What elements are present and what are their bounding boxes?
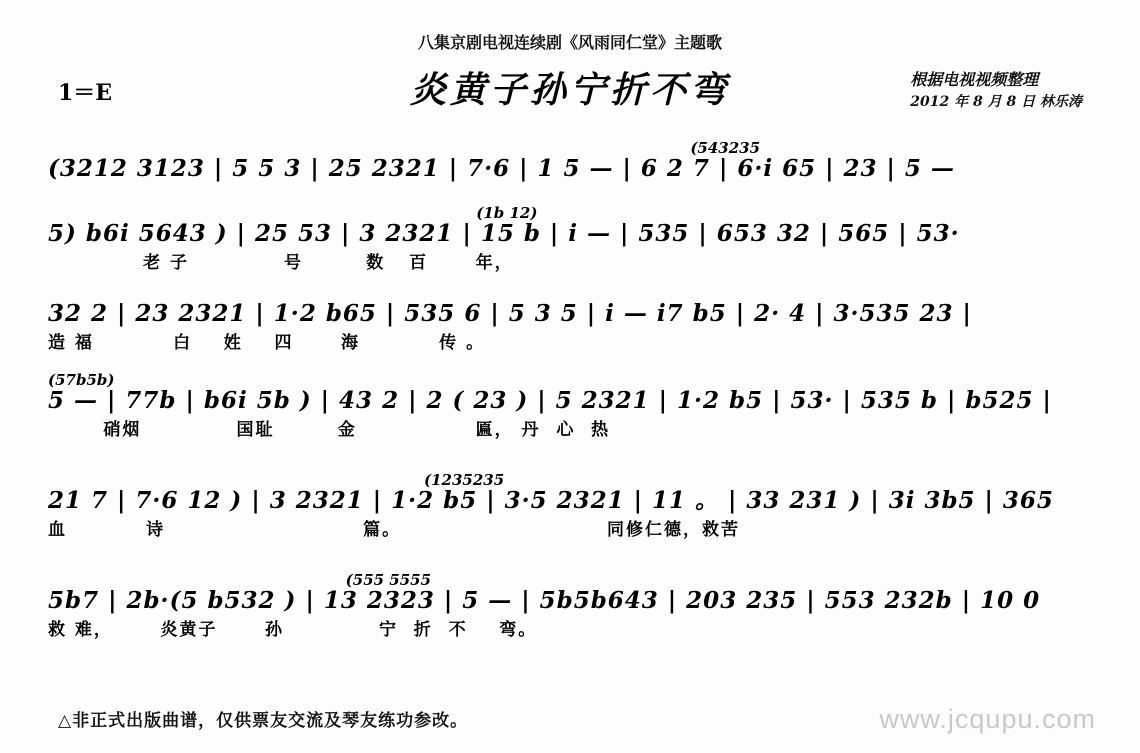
credit-date-author: 2012 年 8 月 8 日 林乐涛 <box>910 94 1082 110</box>
music-system-4-notes: 5 — | 77b | b6i 5b ) | 43 2 | 2 ( 23 ) | 5 2321 | 1·2 b5 | 53· | 535 b | b525 | <box>48 387 1052 414</box>
music-system-3-lyrics: 造 福 白 姓 四 海 传 。 <box>48 333 486 354</box>
credit-source: 根据电视视频整理 <box>910 70 1039 89</box>
music-system-4-lyrics: 硝烟 国耻 金 匾， 丹 心 热 <box>48 420 611 441</box>
music-system-1 <box>48 140 1098 183</box>
music-system-2 <box>48 205 1098 273</box>
credits-block <box>910 68 1082 113</box>
music-system-3 <box>48 285 1098 353</box>
music-system-2-lyrics: 老 子 号 数 百 年， <box>48 253 514 274</box>
music-system-5-lyrics: 血 诗 篇。 同修仁德，救苦 <box>48 520 741 541</box>
music-system-5-above: (1235235 <box>48 471 505 489</box>
music-system-2-above: (1b 12) <box>48 204 538 222</box>
music-system-6-above: (555 5555 <box>48 571 432 589</box>
music-system-3-notes: 32 2 | 23 2321 | 1·2 b65 | 535 6 | 5 3 5 | i — i7 b5 | 2· 4 | 3·535 23 | <box>48 300 972 327</box>
music-system-5 <box>48 472 1098 540</box>
page-subtitle: 八集京剧电视连续剧《风雨同仁堂》主题歌 <box>417 33 722 52</box>
music-system-1-notes: (3212 3123 | 5 5 3 | 25 2321 | 7·6 | 1 5 — | 6 2 7 | 6·i 65 | 23 | 5 — <box>48 155 955 182</box>
site-watermark: www.jcqupu.com <box>879 704 1096 734</box>
music-system-4 <box>48 372 1098 440</box>
music-system-5-notes: 21 7 | 7·6 12 ) | 3 2321 | 1·2 b5 | 3·5 2321 | 11 。 | 33 231 ) | 3i 3b5 | 365 <box>48 487 1054 514</box>
music-system-1-above: (543235 <box>48 139 761 157</box>
music-system-2-notes: 5) b6i 5643 ) | 25 53 | 3 2321 | 15 b | i — | 535 | 653 32 | 565 | 53· <box>48 220 960 247</box>
footer-disclaimer: △非正式出版曲谱，仅供票友交流及琴友练功参改。 <box>58 711 469 731</box>
key-signature: 1＝E <box>58 80 113 106</box>
music-system-6 <box>48 572 1098 640</box>
music-system-6-lyrics: 救 难， 炎黄子 孙 宁 折 不 弯。 <box>48 620 538 641</box>
music-system-6-notes: 5b7 | 2b·(5 b532 ) | 13 2323 | 5 — | 5b5b643 | 203 235 | 553 232b | 10 0 <box>48 587 1041 614</box>
music-system-4-above: (57b5b) <box>48 371 115 389</box>
page-title: 炎黄子孙宁折不弯 <box>409 69 730 111</box>
